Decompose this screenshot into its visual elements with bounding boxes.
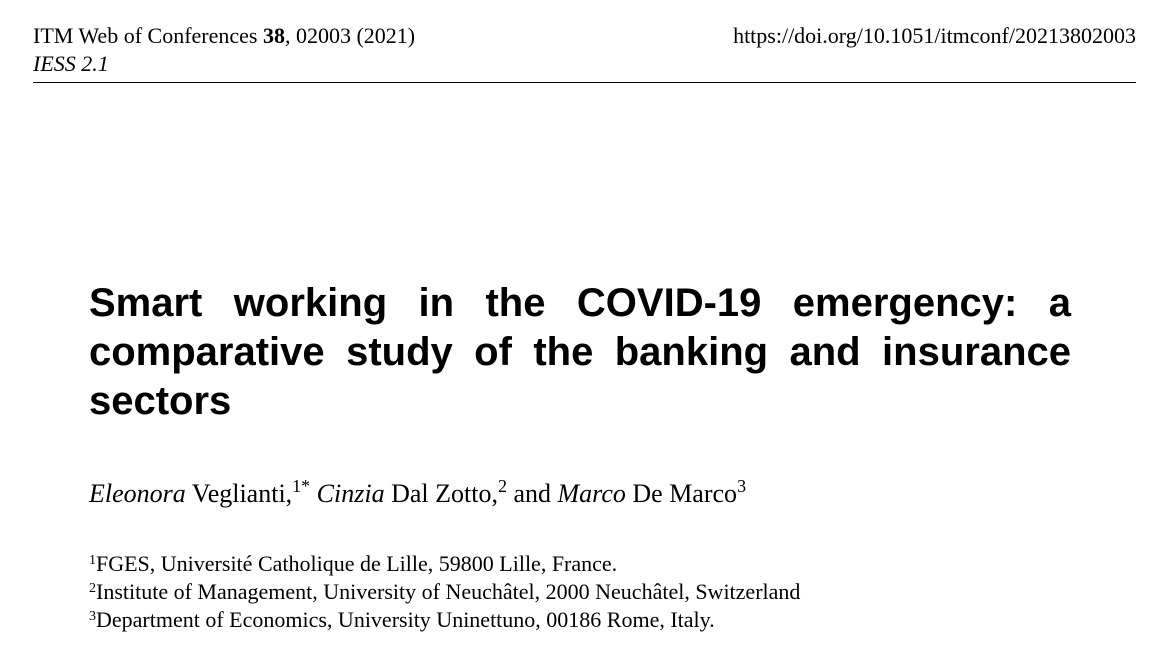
doi-link[interactable]: https://doi.org/10.1051/itmconf/20213802003: [733, 23, 1136, 48]
running-header: [33, 20, 1136, 83]
author-given-name: Cinzia: [316, 479, 385, 508]
affiliation-number: 1: [89, 553, 96, 568]
affiliation-number: 2: [89, 581, 96, 596]
author-affiliation-mark: 2: [497, 476, 507, 496]
affiliation-text: Department of Economics, University Uninettuno, 00186 Rome, Italy.: [96, 607, 715, 632]
journal-name: ITM Web of Conferences: [33, 23, 263, 48]
affiliation-line: [89, 578, 800, 606]
author-given-name: Eleonora: [89, 479, 186, 508]
affiliation-text: FGES, Université Catholique de Lille, 59800 Lille, France.: [96, 551, 618, 576]
affiliation-list: [89, 550, 800, 634]
author-connector: and: [506, 479, 558, 508]
conference-issue: IESS 2.1: [33, 51, 109, 76]
author-list: [89, 474, 746, 514]
author-affiliation-mark: 3: [737, 476, 747, 496]
author-family-name: Veglianti,: [185, 479, 293, 508]
journal-volume: 38: [262, 23, 285, 48]
journal-citation: [33, 22, 415, 50]
author-family-name: Dal Zotto,: [384, 479, 498, 508]
affiliation-text: Institute of Management, University of Neuchâtel, 2000 Neuchâtel, Switzerland: [96, 579, 801, 604]
affiliation-line: [89, 606, 800, 634]
affiliation-number: 3: [89, 609, 96, 624]
author-family-name: De Marco: [625, 479, 738, 508]
author-affiliation-mark: 1*: [292, 476, 311, 496]
affiliation-line: [89, 550, 800, 578]
paper-title: Smart working in the COVID-19 emergency: a comparative study of the banking and insurance sectors: [89, 281, 1071, 423]
article-number-year: , 02003 (2021): [284, 23, 416, 48]
author-given-name: Marco: [557, 479, 626, 508]
